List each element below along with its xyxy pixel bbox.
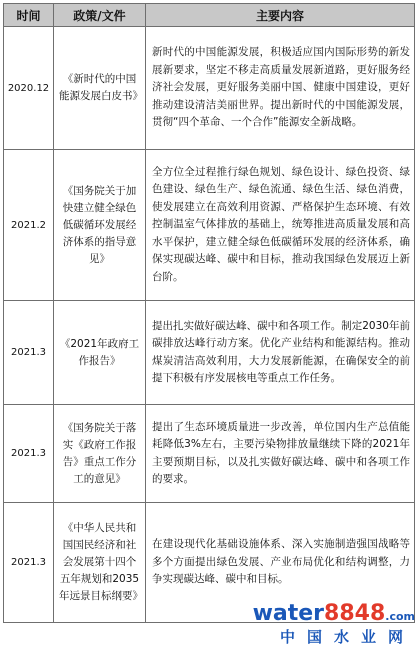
row-time: 2020.12 — [4, 27, 54, 150]
row-time: 2021.3 — [4, 301, 54, 405]
policy-table — [3, 3, 415, 623]
row-policy: 《新时代的中国能源发展白皮书》 — [54, 27, 146, 150]
row-time: 2021.3 — [4, 503, 54, 623]
row-time: 2021.3 — [4, 405, 54, 503]
row-time: 2021.2 — [4, 150, 54, 301]
row-content: 全方位全过程推行绿色规划、绿色设计、绿色投资、绿色建设、绿色生产、绿色流通、绿色生活、绿色消费，使发展建立在高效利用资源、严格保护生态环境、有效控制温室气体排放的基础上，统筹推进高质量发展和高水平保护，建立健全绿色低碳循环发展的经济体系，确保实现碳达峰、碳中和目标，推动我国绿色发展迈上新台阶。 — [146, 150, 415, 301]
watermark-cn-name: 中国水业网 — [279, 628, 415, 646]
row-policy: 《国务院关于加快建立健全绿色低碳循环发展经济体系的指导意见》 — [54, 150, 146, 301]
row-content: 提出了生态环境质量进一步改善，单位国内生产总值能耗降低3%左右，主要污染物排放量继续下降的2021年主要预期目标，以及扎实做好碳达峰、碳中和各项工作的要求。 — [146, 405, 415, 503]
header-time: 时间 — [4, 4, 54, 27]
table-row — [4, 405, 415, 503]
watermark-brand-part2: 8848 — [324, 601, 386, 626]
policy-table-wrapper — [3, 3, 414, 623]
header-policy: 政策/文件 — [54, 4, 146, 27]
table-row — [4, 301, 415, 405]
header-content: 主要内容 — [146, 4, 415, 27]
table-row — [4, 27, 415, 150]
row-policy: 《2021年政府工作报告》 — [54, 301, 146, 405]
watermark-logo — [245, 601, 415, 647]
row-content: 在建设现代化基础设施体系、深入实施制造强国战略等多个方面提出绿色发展、产业布局优化和结构调整，力争实现碳达峰、碳中和目标。 — [146, 503, 415, 623]
row-content: 提出扎实做好碳达峰、碳中和各项工作。制定2030年前碳排放达峰行动方案。优化产业结构和能源结构。推动煤炭清洁高效利用，大力发展新能源，在确保安全的前提下积极有序发展核电等重点工作任务。 — [146, 301, 415, 405]
row-policy: 《国务院关于落实《政府工作报告》重点工作分工的意见》 — [54, 405, 146, 503]
watermark-brand-suffix: .com — [385, 610, 415, 623]
watermark-brand — [253, 601, 415, 626]
watermark-brand-part1: water — [252, 601, 325, 626]
table-header-row — [4, 4, 415, 27]
row-content: 新时代的中国能源发展，积极适应国内国际形势的新发展新要求，坚定不移走高质量发展新道路，更好服务经济社会发展，更好服务美丽中国、健康中国建设，更好推动建设清洁美丽世界。提出新时代的中国能源发展，贯彻“四个革命、一个合作”能源安全新战略。 — [146, 27, 415, 150]
row-policy: 《中华人民共和国国民经济和社会发展第十四个五年规划和2035年远景目标纲要》 — [54, 503, 146, 623]
table-row — [4, 150, 415, 301]
